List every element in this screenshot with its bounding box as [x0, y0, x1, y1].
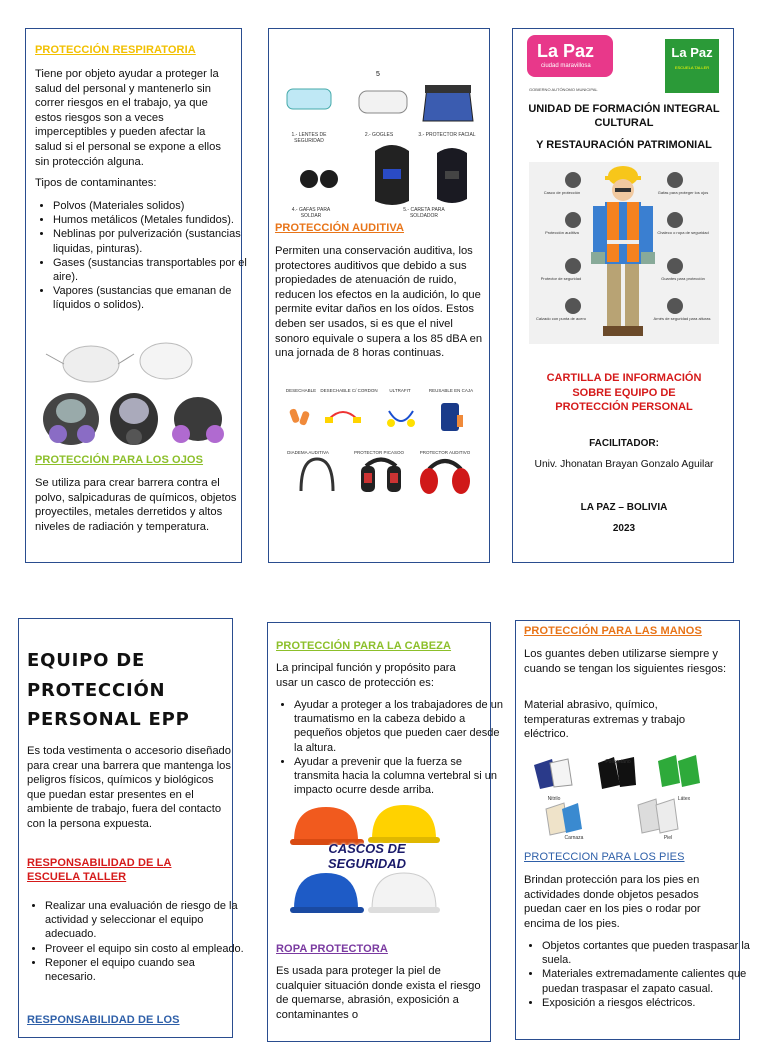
contaminants-label: Tipos de contaminantes: — [35, 177, 157, 189]
list-item: • Neblinas por pulverización (sustancias liquidas, pinturas). — [53, 227, 253, 255]
hearing-text: Permiten una conservación auditiva, los protectores auditivos que debido a sus propiedades de atenuación de ruido, reducen los efectos en la audición, lo que permite evitar daños en los oídos. Estos deben ser usados, si es que el nivel sonoro equivale o supera a los 85 dBA en una jornada de 8 horas continuas. — [275, 245, 483, 360]
clothing-text: Es usada para proteger la piel de cualquier situación donde exista el riesgo de quemarse, abrasión, exposición a contaminantes o — [276, 965, 481, 1021]
cartilla-title: CARTILLA DE INFORMACIÓN SOBRE EQUIPO DE PROTECCIÓN PERSONAL — [546, 372, 702, 414]
page-marker: 5 — [376, 71, 380, 78]
eye-caption-3: 3.- PROTECTOR FACIAL — [418, 132, 476, 138]
figure-label-vest: Chaleco o ropa de seguridad — [657, 230, 709, 235]
eye-caption-5: 5.- CARETA PARA SOLDADOR — [403, 207, 445, 219]
glove-label-nitrilo: Nitrilo — [547, 796, 561, 802]
eye-caption-4: 4.- GAFAS PARA SOLDAR — [291, 207, 331, 219]
facilitador-name: Univ. Jhonatan Brayan Gonzalo Aguilar — [534, 459, 714, 470]
panel-epp — [18, 618, 244, 1038]
figure-label-harness: Arnés de seguridad para alturas — [653, 316, 711, 321]
figure-label-gloves: Guantes para protección — [661, 276, 705, 281]
glove-label-carnaza: Carnaza — [564, 835, 584, 841]
year-label: 2023 — [612, 523, 636, 534]
respirator-masks-image — [36, 339, 234, 449]
eye-caption-2: 2.- GOGLES — [364, 132, 394, 138]
unit-line-1: UNIDAD DE FORMACIÓN INTEGRAL CULTURAL — [528, 103, 720, 129]
figure-label-glasses: Gafas para proteger los ojos — [657, 190, 709, 195]
list-item: • Materiales extremadamente calientes que puedan traspasar el zapato casual. — [542, 967, 754, 995]
escuela-taller-logo — [665, 39, 719, 93]
feet-list — [524, 939, 754, 1010]
school-responsibility-title: RESPONSABILIDAD DE LA ESCUELA TALLER — [27, 857, 172, 883]
hands-intro: Los guantes deben utilizarse siempre y cuando se tengan los siguientes riesgos: — [524, 648, 727, 675]
eyes-title: PROTECCIÓN PARA LOS OJOS — [35, 454, 204, 466]
glove-label-poliuretano: Poliuretano — [605, 759, 631, 765]
head-intro: La principal función y propósito para usar un casco de protección es: — [276, 662, 456, 689]
facilitador-label: FACILITADOR: — [589, 438, 659, 449]
list-item: • Ayudar a prevenir que la fuerza se transmita hacia la columna vertebral si un impacto ocurre desde arriba. — [294, 755, 504, 798]
epp-title: EQUIPO DE PROTECCIÓN PERSONAL EPP — [27, 650, 190, 730]
eye-protection-images — [277, 81, 483, 211]
workers-responsibility-title: RESPONSABILIDAD DE LOS — [27, 1014, 180, 1026]
epp-intro: Es toda vestimenta o accesorio diseñado para crear una barrera que mantenga los peligros físicos, químicos y biológicos que puedan estar presentes en el ambiente de trabajo, fuera del contacto con la persona expuesta. — [27, 745, 231, 830]
panel-cover — [512, 28, 734, 563]
lapaz-municipal-logo — [527, 35, 617, 93]
logo1-caption: GOBIERNO AUTÓNOMO MUNICIPAL — [529, 87, 598, 92]
list-item: • Realizar una evaluación de riesgo de la actividad y seleccionar el equipo adecuado. — [45, 899, 245, 942]
contaminants-list — [35, 199, 253, 313]
feet-text: Brindan protección para los pies en actividades donde objetos pesados puedan caer en los pies o rodar por encima de los pies. — [524, 874, 701, 930]
list-item: • Gases (sustancias transportables por el aire). — [53, 256, 253, 284]
clothing-title: ROPA PROTECTORA — [276, 943, 388, 955]
logo1-sub: ciudad maravillosa — [541, 63, 591, 69]
figure-label-ear: Protección auditiva — [545, 230, 579, 235]
hands-risks: Material abrasivo, químico, temperaturas extremas y trabajo eléctrico. — [524, 699, 686, 741]
figure-label-helmet: Casco de protección — [543, 190, 581, 195]
eyes-text: Se utiliza para crear barrera contra el polvo, salpicaduras de químicos, objetos proyectiles, metales derretidos y altos niveles de radiación y temperatura. — [35, 477, 237, 533]
unit-line-2: Y RESTAURACIÓN PATRIMONIAL — [536, 139, 712, 151]
panel-hands-feet — [515, 620, 750, 1040]
panel-head-clothing — [267, 622, 503, 1042]
glove-label-piel: Piel — [663, 835, 673, 841]
head-title: PROTECCIÓN PARA LA CABEZA — [276, 640, 452, 652]
glove-label-latex: Látex — [677, 796, 691, 802]
ear-caption-3: ULTRAFIT — [389, 388, 411, 393]
figure-label-protector: Protector de seguridad — [540, 276, 582, 281]
respiratory-intro: Tiene por objeto ayudar a proteger la salud del personal y mantenerlo sin correr riesgos en el trabajo, ya que estos riesgos son a veces imperceptibles y pueden afectar la salud si el personal se expone a ellos sin protección alguna. — [35, 68, 221, 168]
respiratory-title: PROTECCIÓN RESPIRATORIA — [35, 44, 196, 56]
place-label: LA PAZ – BOLIVIA — [580, 502, 668, 513]
ear-caption-7: PROTECTOR AUDITIVO — [419, 450, 471, 455]
hearing-title: PROTECCIÓN AUDITIVA — [275, 222, 405, 234]
eye-caption-1: 1.- LENTES DE SEGURIDAD — [291, 132, 327, 144]
hearing-protection-images — [281, 391, 481, 506]
ear-caption-6: PROTECTOR PICASOO — [354, 450, 404, 455]
ear-caption-4: REUSABLE EN CAJA — [428, 388, 474, 393]
feet-title: PROTECCION PARA LOS PIES — [524, 851, 685, 863]
ear-caption-5: DIADEMA AUDITIVA — [287, 450, 329, 455]
helmets-banner: CASCOS DE SEGURIDAD — [327, 841, 406, 871]
list-item: • Reponer el equipo cuando sea necesario. — [45, 956, 245, 984]
logo1-main: La Paz — [537, 41, 595, 61]
ear-caption-2: DESECHABLE C/ CORDON — [320, 388, 378, 393]
list-item: • Objetos cortantes que pueden traspasar la suela. — [542, 939, 754, 967]
panel-respiratory — [25, 28, 247, 563]
hands-title: PROTECCIÓN PARA LAS MANOS — [524, 625, 702, 637]
school-responsibility-list — [27, 899, 245, 984]
list-item: • Humos metálicos (Metales fundidos). — [53, 213, 253, 227]
logo2-main: La Paz — [671, 45, 713, 60]
ear-caption-1: DESECHABLE — [285, 388, 317, 393]
list-item: • Ayudar a proteger a los trabajadores de un traumatismo en la cabeza debido a pequeños objetos que pueden caer desde la altura. — [294, 698, 504, 755]
list-item: • Exposición a riesgos eléctricos. — [542, 996, 754, 1010]
figure-label-boots: Calzado con punta de acero — [535, 316, 587, 321]
list-item: • Vapores (sustancias que emanan de líquidos o solidos). — [53, 284, 253, 312]
panel-eyes-hearing — [268, 28, 490, 563]
logo2-sub: ESCUELA TALLER — [674, 65, 710, 70]
list-item: • Proveer el equipo sin costo al empleado. — [45, 942, 245, 956]
head-list — [276, 698, 504, 797]
list-item: • Polvos (Materiales solidos) — [53, 199, 253, 213]
